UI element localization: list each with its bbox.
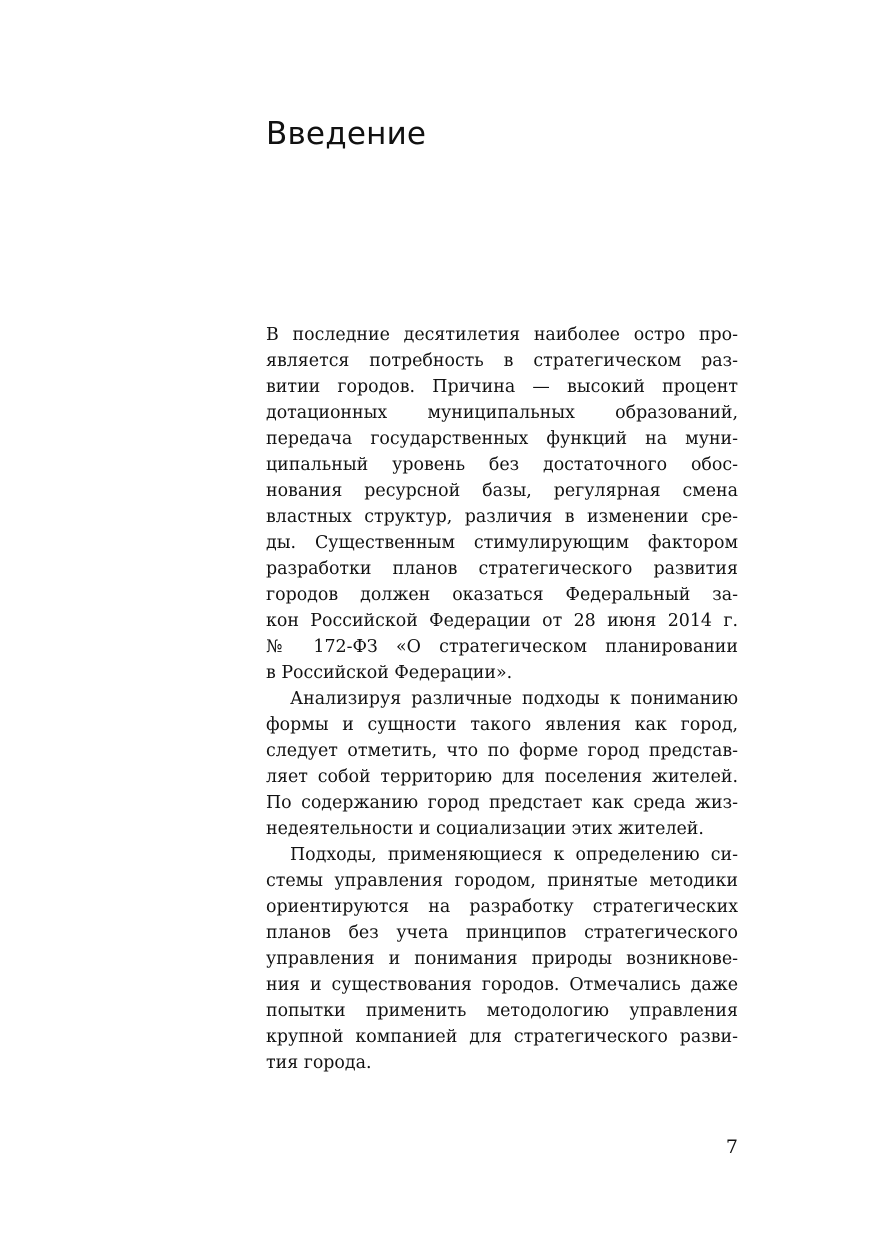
text-line: дотационных муниципальных образований, (266, 403, 738, 423)
text-line: По содержанию город предстает как среда жиз- (266, 793, 738, 813)
text-line: планов без учета принципов стратегического (266, 923, 738, 943)
text-line: недеятельности и социализации этих жителей. (266, 819, 704, 839)
text-line: витии городов. Причина — высокий процент (266, 377, 738, 397)
page-number: 7 (725, 1136, 738, 1158)
text-line: тия города. (266, 1053, 372, 1073)
text-line: Подходы, применяющиеся к определению си- (290, 845, 738, 865)
text-line: попытки применить методологию управления (266, 1001, 738, 1021)
text-line: разработки планов стратегического развития (266, 559, 738, 579)
text-line: Анализируя различные подходы к пониманию (290, 689, 738, 709)
text-line: является потребность в стратегическом раз- (266, 351, 738, 371)
body-text (266, 322, 738, 1076)
text-line: ципальный уровень без достаточного обос- (266, 455, 738, 475)
text-line: ориентируются на разработку стратегических (266, 897, 738, 917)
text-line: городов должен оказаться Федеральный за- (266, 585, 738, 605)
text-line: ды. Существенным стимулирующим фактором (266, 533, 738, 553)
text-line: ния и существования городов. Отмечались даже (266, 975, 738, 995)
paragraph-2 (266, 686, 738, 842)
text-line: нования ресурсной базы, регулярная смена (266, 481, 738, 501)
paragraph-1 (266, 322, 738, 686)
chapter-title: Введение (266, 116, 427, 152)
text-line: властных структур, различия в изменении сре- (266, 507, 738, 527)
text-line: стемы управления городом, принятые методики (266, 871, 738, 891)
text-line: передача государственных функций на муни- (266, 429, 738, 449)
text-line: формы и сущности такого явления как город, (266, 715, 738, 735)
text-line: № 172-ФЗ «О стратегическом планировании (266, 637, 738, 657)
text-line: ляет собой территорию для поселения жителей. (266, 767, 738, 787)
text-line: кон Российской Федерации от 28 июня 2014 г. (266, 611, 738, 631)
text-line: управления и понимания природы возникнове- (266, 949, 738, 969)
text-line: крупной компанией для стратегического разви- (266, 1027, 738, 1047)
text-line: следует отметить, что по форме город представ- (266, 741, 738, 761)
paragraph-3 (266, 842, 738, 1076)
text-line: В последние десятилетия наиболее остро про- (266, 325, 738, 345)
text-line: в Российской Федерации». (266, 663, 513, 683)
